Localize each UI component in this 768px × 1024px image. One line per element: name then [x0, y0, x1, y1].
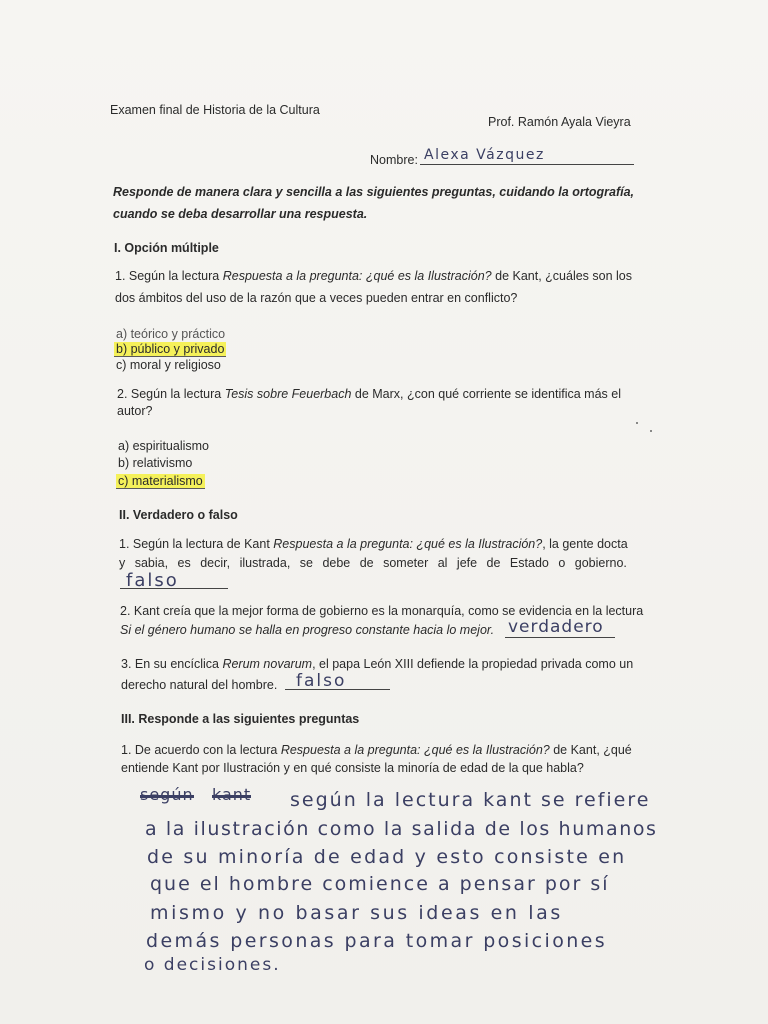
s2-q2-line-1: 2. Kant creía que la mejor forma de gobierno es la monarquía, como se evidencia en la lectura	[120, 604, 644, 618]
s1-q2-option-a: a) espiritualismo	[118, 439, 210, 453]
crossed-out-word-2: kant	[212, 785, 252, 804]
stray-mark	[636, 422, 638, 424]
answer-line-7: o decisiones.	[144, 955, 281, 975]
stray-mark	[650, 430, 652, 432]
name-label: Nombre:	[370, 153, 418, 167]
answer-line-5: mismo y no basar sus ideas en las	[150, 902, 563, 924]
s1-q1-option-c: c) moral y religioso	[116, 358, 221, 372]
s2-q2-line-2: Si el género humano se halla en progreso constante hacia lo mejor.	[120, 623, 495, 637]
instructions-line-1: Responde de manera clara y sencilla a las siguientes preguntas, cuidando la ortografía,	[113, 185, 635, 199]
s1-q2-option-b: b) relativismo	[118, 456, 193, 470]
section-3-title: III. Responde a las siguientes preguntas	[121, 712, 360, 726]
instructions-line-2: cuando se deba desarrollar una respuesta.	[113, 207, 368, 221]
s2-q1-line-2: y sabia, es decir, ilustrada, se debe de someter al jefe de Estado o gobierno.	[119, 556, 627, 570]
s2-q3-line-1: 3. En su encíclica Rerum novarum, el papa León XIII defiende la propiedad privada como un	[121, 657, 634, 671]
s2-q2-answer-line	[505, 637, 615, 638]
s1-q2-line-2: autor?	[117, 404, 153, 418]
exam-title: Examen final de Historia de la Cultura	[110, 103, 320, 117]
s1-q1-line-2: dos ámbitos del uso de la razón que a veces pueden entrar en conflicto?	[115, 291, 518, 305]
s1-q1-line-1: 1. Según la lectura Respuesta a la pregunta: ¿qué es la Ilustración? de Kant, ¿cuáles son los	[115, 269, 632, 283]
section-2-title: II. Verdadero o falso	[119, 508, 238, 522]
s1-q1-option-b: b) público y privado	[116, 342, 225, 356]
s2-q2-answer: verdadero	[508, 617, 604, 637]
answer-line-2: a la ilustración como la salida de los humanos	[145, 818, 658, 840]
s2-q3-answer-line	[285, 689, 390, 690]
answer-line-6: demás personas para tomar posiciones	[146, 930, 608, 952]
s3-q1-line-1: 1. De acuerdo con la lectura Respuesta a la pregunta: ¿qué es la Ilustración? de Kant, ¿qué	[121, 743, 632, 757]
answer-line-4: que el hombre comience a pensar por sí	[150, 873, 610, 895]
s2-q1-answer-line	[120, 588, 228, 589]
s2-q3-answer: falso	[296, 671, 347, 691]
crossed-out-word-1: según	[140, 785, 194, 804]
s1-q2-option-c: c) materialismo	[118, 474, 203, 488]
student-name: Alexa Vázquez	[424, 147, 545, 163]
s1-q1-option-a: a) teórico y práctico	[116, 327, 226, 341]
s2-q3-line-2: derecho natural del hombre.	[121, 678, 278, 692]
answer-line-1: según la lectura kant se refiere	[290, 789, 651, 811]
professor-name: Prof. Ramón Ayala Vieyra	[488, 115, 631, 129]
section-1-title: I. Opción múltiple	[114, 241, 219, 255]
answer-line-3: de su minoría de edad y esto consiste en	[147, 846, 627, 868]
s3-q1-line-2: entiende Kant por Ilustración y en qué consiste la minoría de edad de la que habla?	[121, 761, 584, 775]
s1-q2-line-1: 2. Según la lectura Tesis sobre Feuerbach de Marx, ¿con qué corriente se identifica más el	[117, 387, 621, 401]
s2-q1-answer: falso	[126, 570, 179, 591]
name-line	[420, 164, 634, 165]
s2-q1-line-1: 1. Según la lectura de Kant Respuesta a la pregunta: ¿qué es la Ilustración?, la gente docta	[119, 537, 628, 551]
